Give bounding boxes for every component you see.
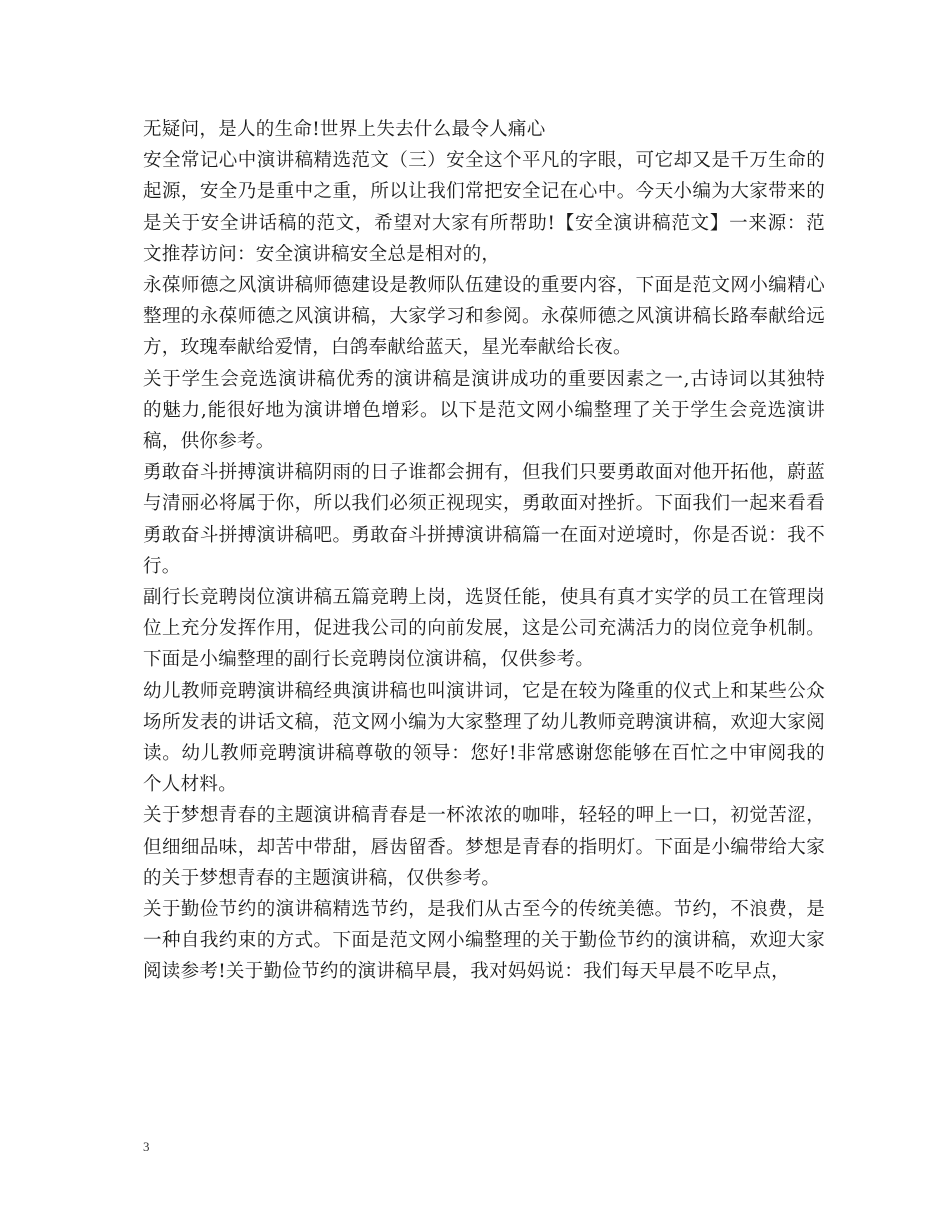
paragraph-5: 勇敢奋斗拼搏演讲稿阴雨的日子谁都会拥有，但我们只要勇敢面对他开拓他，蔚蓝与清丽必将属于你，所以我们必须正视现实，勇敢面对挫折。下面我们一起来看看勇敢奋斗拼搏演讲稿吧。勇敢奋斗拼搏演讲稿篇一在面对逆境时，你是否说：我不行。 [143, 462, 825, 577]
document-body [143, 114, 825, 988]
page-number: 3 [143, 1139, 150, 1154]
paragraph-7: 幼儿教师竞聘演讲稿经典演讲稿也叫演讲词，它是在较为隆重的仪式上和某些公众场所发表的讲话文稿，范文网小编为大家整理了幼儿教师竞聘演讲稿，欢迎大家阅读。幼儿教师竞聘演讲稿尊敬的领导：您好!非常感谢您能够在百忙之中审阅我的个人材料。 [143, 680, 825, 796]
paragraph-4: 关于学生会竞选演讲稿优秀的演讲稿是演讲成功的重要因素之一,古诗词以其独特的魅力,能很好地为演讲增色增彩。以下是范文网小编整理了关于学生会竞选演讲稿，供你参考。 [143, 368, 825, 453]
paragraph-6: 副行长竞聘岗位演讲稿五篇竞聘上岗，选贤任能，使具有真才实学的员工在管理岗位上充分发挥作用，促进我公司的向前发展，这是公司充满活力的岗位竞争机制。下面是小编整理的副行长竞聘岗位演讲稿，仅供参考。 [143, 587, 825, 671]
paragraph-9: 关于勤俭节约的演讲稿精选节约，是我们从古至今的传统美德。节约，不浪费，是一种自我约束的方式。下面是范文网小编整理的关于勤俭节约的演讲稿，欢迎大家阅读参考!关于勤俭节约的演讲稿早晨，我对妈妈说：我们每天早晨不吃早点， [143, 899, 825, 983]
paragraph-2: 安全常记心中演讲稿精选范文（三）安全这个平凡的字眼，可它却又是千万生命的起源，安全乃是重中之重，所以让我们常把安全记在心中。今天小编为大家带来的是关于安全讲话稿的范文，希望对大家有所帮助!【安全演讲稿范文】一来源：范文推荐访问：安全演讲稿安全总是相对的， [143, 150, 825, 265]
paragraph-3: 永葆师德之风演讲稿师德建设是教师队伍建设的重要内容，下面是范文网小编精心整理的永葆师德之风演讲稿，大家学习和参阅。永葆师德之风演讲稿长路奉献给远方，玫瑰奉献给爱情，白鸽奉献给蓝天，星光奉献给长夜。 [143, 275, 825, 359]
paragraph-1: 无疑问，是人的生命!世界上失去什么最令人痛心 [143, 119, 546, 140]
paragraph-8: 关于梦想青春的主题演讲稿青春是一杯浓浓的咖啡，轻轻的呷上一口，初觉苦涩，但细细品味，却苦中带甜，唇齿留香。梦想是青春的指明灯。下面是小编带给大家的关于梦想青春的主题演讲稿，仅供参考。 [143, 805, 825, 889]
